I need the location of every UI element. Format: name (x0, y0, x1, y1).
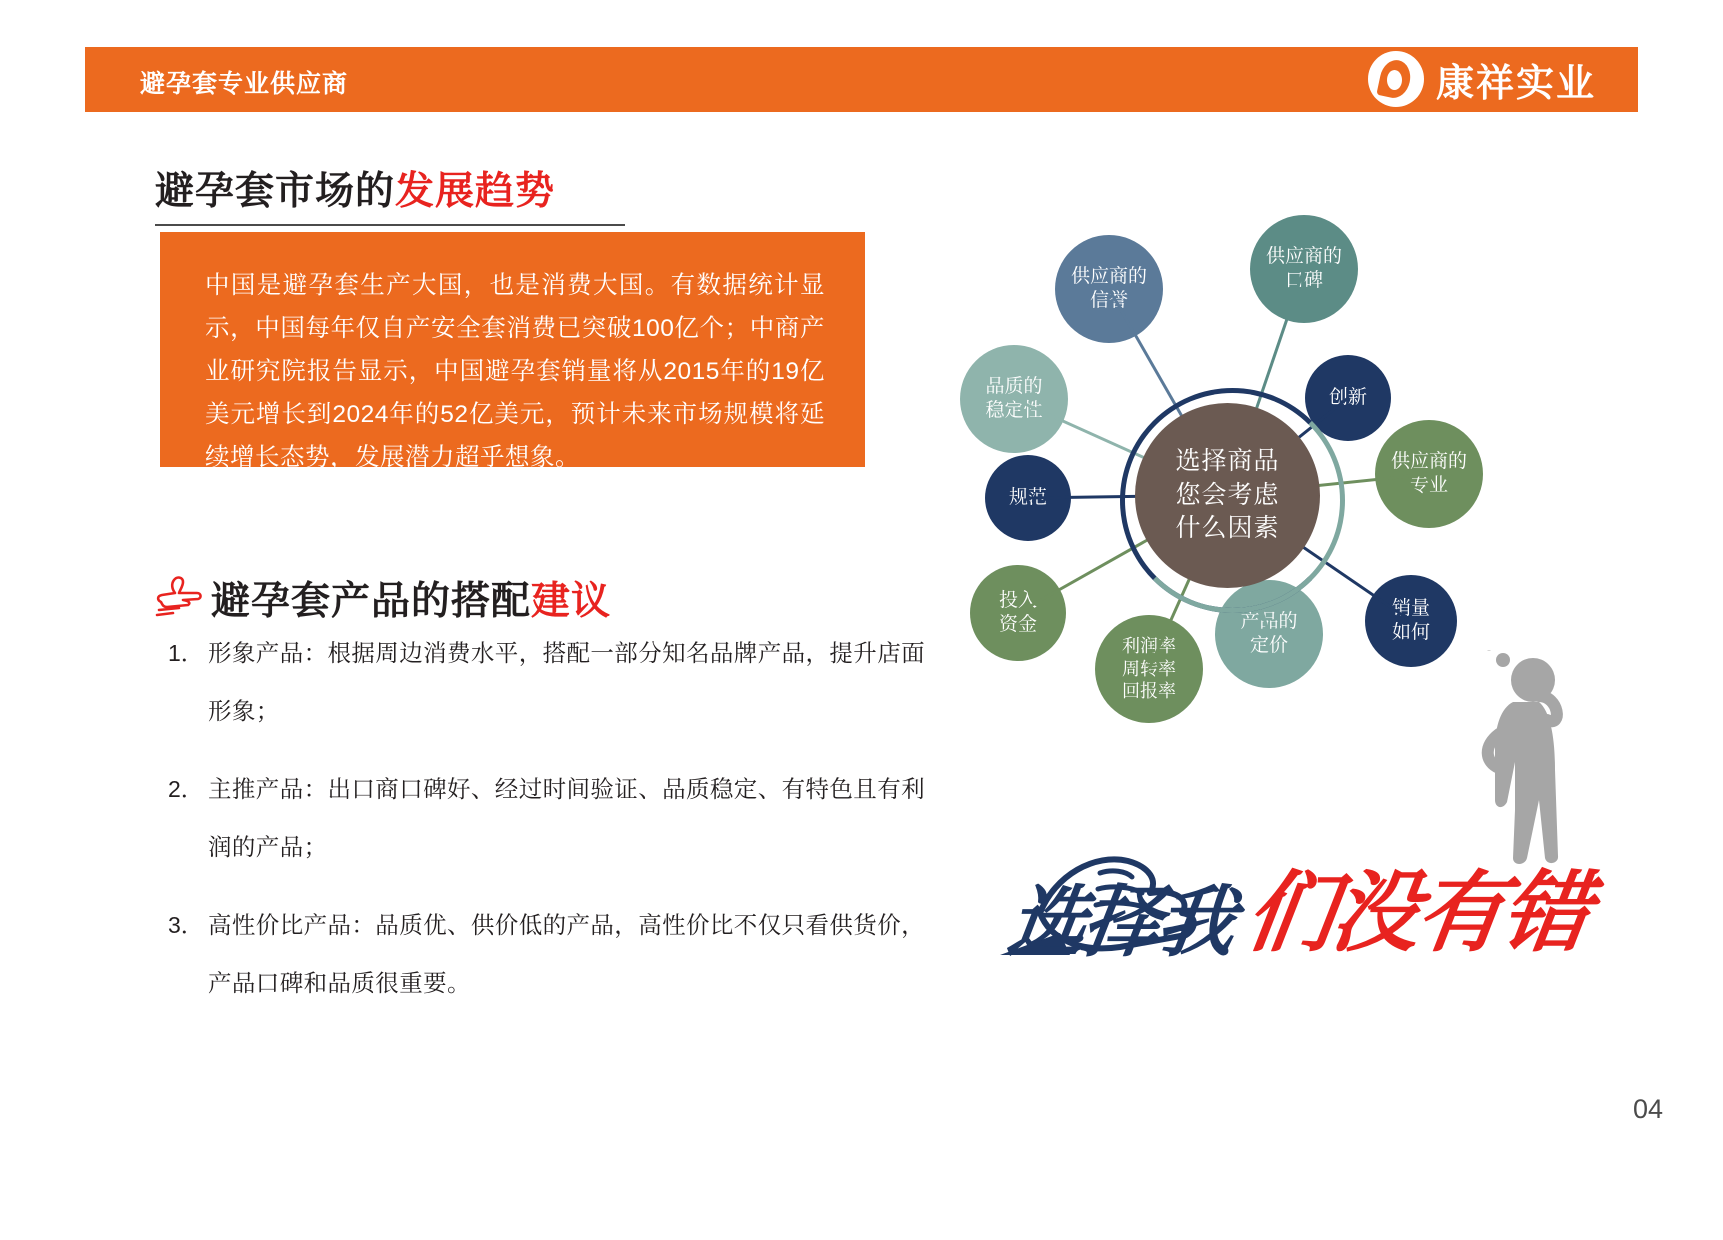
thumbs-up-icon (155, 574, 207, 622)
diagram-node-supplier-word-of-mouth: 供应商的 口碑 (1250, 215, 1358, 323)
diagram-node-sales-volume: 销量 如何 (1365, 575, 1457, 667)
factors-diagram (960, 215, 1600, 755)
list-item-text: 形象产品：根据周边消费水平，搭配一部分知名品牌产品，提升店面形象； (208, 640, 925, 724)
diagram-node-quality-stability: 品质的 稳定性 (960, 345, 1068, 453)
slogan-text-red: 们没有错 (1240, 863, 1595, 962)
logo-text: 康祥实业 (1435, 62, 1596, 105)
list-item-number: 3． (168, 912, 204, 938)
header-bar (85, 47, 1638, 112)
list-item-number: 1． (168, 640, 204, 666)
trend-callout-box (160, 232, 865, 471)
list-item-text: 高性价比产品：品质优、供价低的产品，高性价比不仅只看供货价，产品口碑和品质很重要。 (208, 912, 925, 996)
list-item (168, 896, 928, 1012)
trend-heading-accent: 发展趋势 (395, 170, 556, 213)
slogan-artwork (1000, 815, 1600, 975)
trend-section-heading (155, 160, 625, 226)
advice-section-heading (155, 570, 611, 626)
list-item-text: 主推产品：出口商口碑好、经过时间验证、品质稳定、有特色且有利润的产品； (208, 776, 925, 860)
trend-heading-plain: 避孕套市场的 (155, 170, 396, 213)
diagram-node-supplier-expertise: 供应商的 专业 (1375, 420, 1483, 528)
advice-heading-plain: 避孕套产品的搭配 (211, 580, 532, 623)
trend-callout-text: 中国是避孕套生产大国，也是消费大国。有数据统计显示，中国每年仅自产安全套消费已突破100亿个；中商产业研究院报告显示，中国避孕套销量将从2015年的19亿美元增长到2024年的52亿美元，预计未来市场规模将延续增长态势，发展潜力超乎想象。 (205, 272, 825, 471)
diagram-node-product-pricing: 产品的 定价 (1215, 580, 1323, 688)
diagram-node-innovation: 创新 (1305, 355, 1391, 441)
brand-logo (1368, 51, 1596, 107)
slogan-text-blue: 选择我 (1002, 878, 1238, 966)
advice-heading-accent: 建议 (531, 580, 612, 623)
diagram-node-capital-investment: 投入 资金 (970, 565, 1066, 661)
list-item (168, 624, 928, 740)
list-item (168, 760, 928, 876)
diagram-node-standards: 规范 (985, 455, 1071, 541)
diagram-center-node: 选择商品 您会考虑 什么因素 (1135, 403, 1320, 588)
diagram-node-supplier-reputation: 供应商的 信誉 (1055, 235, 1163, 343)
diagram-node-profit-metrics: 利润率 周转率 回报率 (1095, 615, 1203, 723)
page-number: 04 (1632, 1094, 1663, 1124)
flame-leaf-logo-icon (1368, 51, 1424, 107)
advice-list (168, 624, 928, 1032)
header-title: 避孕套专业供应商 (140, 70, 349, 98)
list-item-number: 2． (168, 776, 204, 802)
